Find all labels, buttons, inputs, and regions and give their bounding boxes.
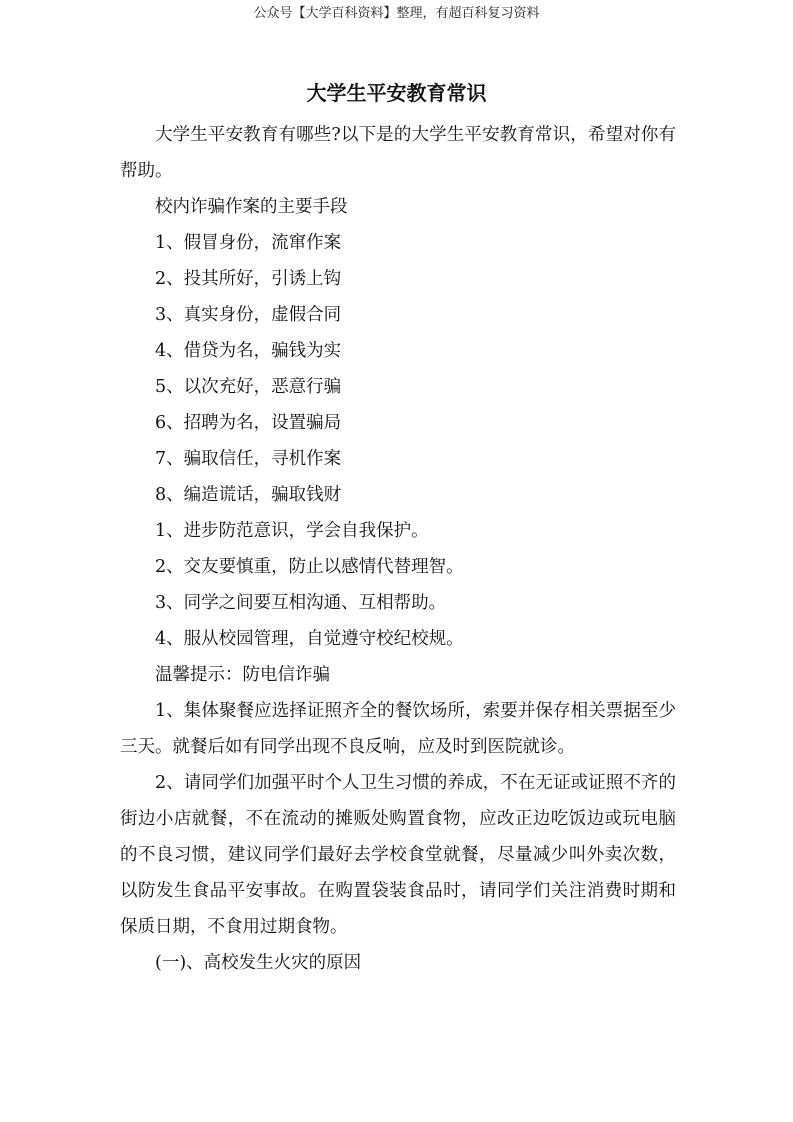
document-title: 大学生平安教育常识 bbox=[306, 81, 487, 105]
section-heading-fire-causes: (一)、高校发生火灾的原因 bbox=[155, 953, 362, 973]
page-header: 公众号【大学百科资料】整理，有超百科复习资料 bbox=[253, 6, 540, 21]
list-item: 2、投其所好，引诱上钩 bbox=[155, 269, 342, 289]
tip-heading: 温馨提示：防电信诈骗 bbox=[155, 665, 330, 685]
intro-paragraph: 大学生平安教育有哪些?以下是的大学生平安教育常识，希望对你有帮助。 bbox=[120, 125, 676, 181]
list-item: 7、骗取信任，寻机作案 bbox=[155, 449, 342, 469]
list-item: 4、服从校园管理，自觉遵守校纪校规。 bbox=[155, 629, 464, 649]
tip-paragraph: 2、请同学们加强平时个人卫生习惯的养成，不在无证或证照不齐的街边小店就餐，不在流动的摊贩处购置食物，应改正边吃饭边或玩电脑的不良习惯，建议同学们最好去学校食堂就餐，尽量减少叫外卖次数，以防发生食品平安事故。在购置袋装食品时，请同学们关注消费时期和保质日期，不食用过期食物。 bbox=[120, 773, 676, 937]
document-body bbox=[120, 117, 676, 981]
list-item: 3、同学之间要互相沟通、互相帮助。 bbox=[155, 593, 447, 613]
list-item: 8、编造谎话，骗取钱财 bbox=[155, 485, 342, 505]
list-item: 5、以次充好，恶意行骗 bbox=[155, 377, 342, 397]
section-heading-fraud-means: 校内诈骗作案的主要手段 bbox=[155, 197, 348, 217]
list-item: 4、借贷为名，骗钱为实 bbox=[155, 341, 342, 361]
list-item: 1、进步防范意识，学会自我保护。 bbox=[155, 521, 429, 541]
tip-paragraph: 1、集体聚餐应选择证照齐全的餐饮场所，索要并保存相关票据至少三天。就餐后如有同学出现不良反响，应及时到医院就诊。 bbox=[120, 701, 676, 757]
list-item: 6、招聘为名，设置骗局 bbox=[155, 413, 342, 433]
list-item: 1、假冒身份，流窜作案 bbox=[155, 233, 342, 253]
list-item: 3、真实身份，虚假合同 bbox=[155, 305, 342, 325]
list-item: 2、交友要慎重，防止以感情代替理智。 bbox=[155, 557, 464, 577]
